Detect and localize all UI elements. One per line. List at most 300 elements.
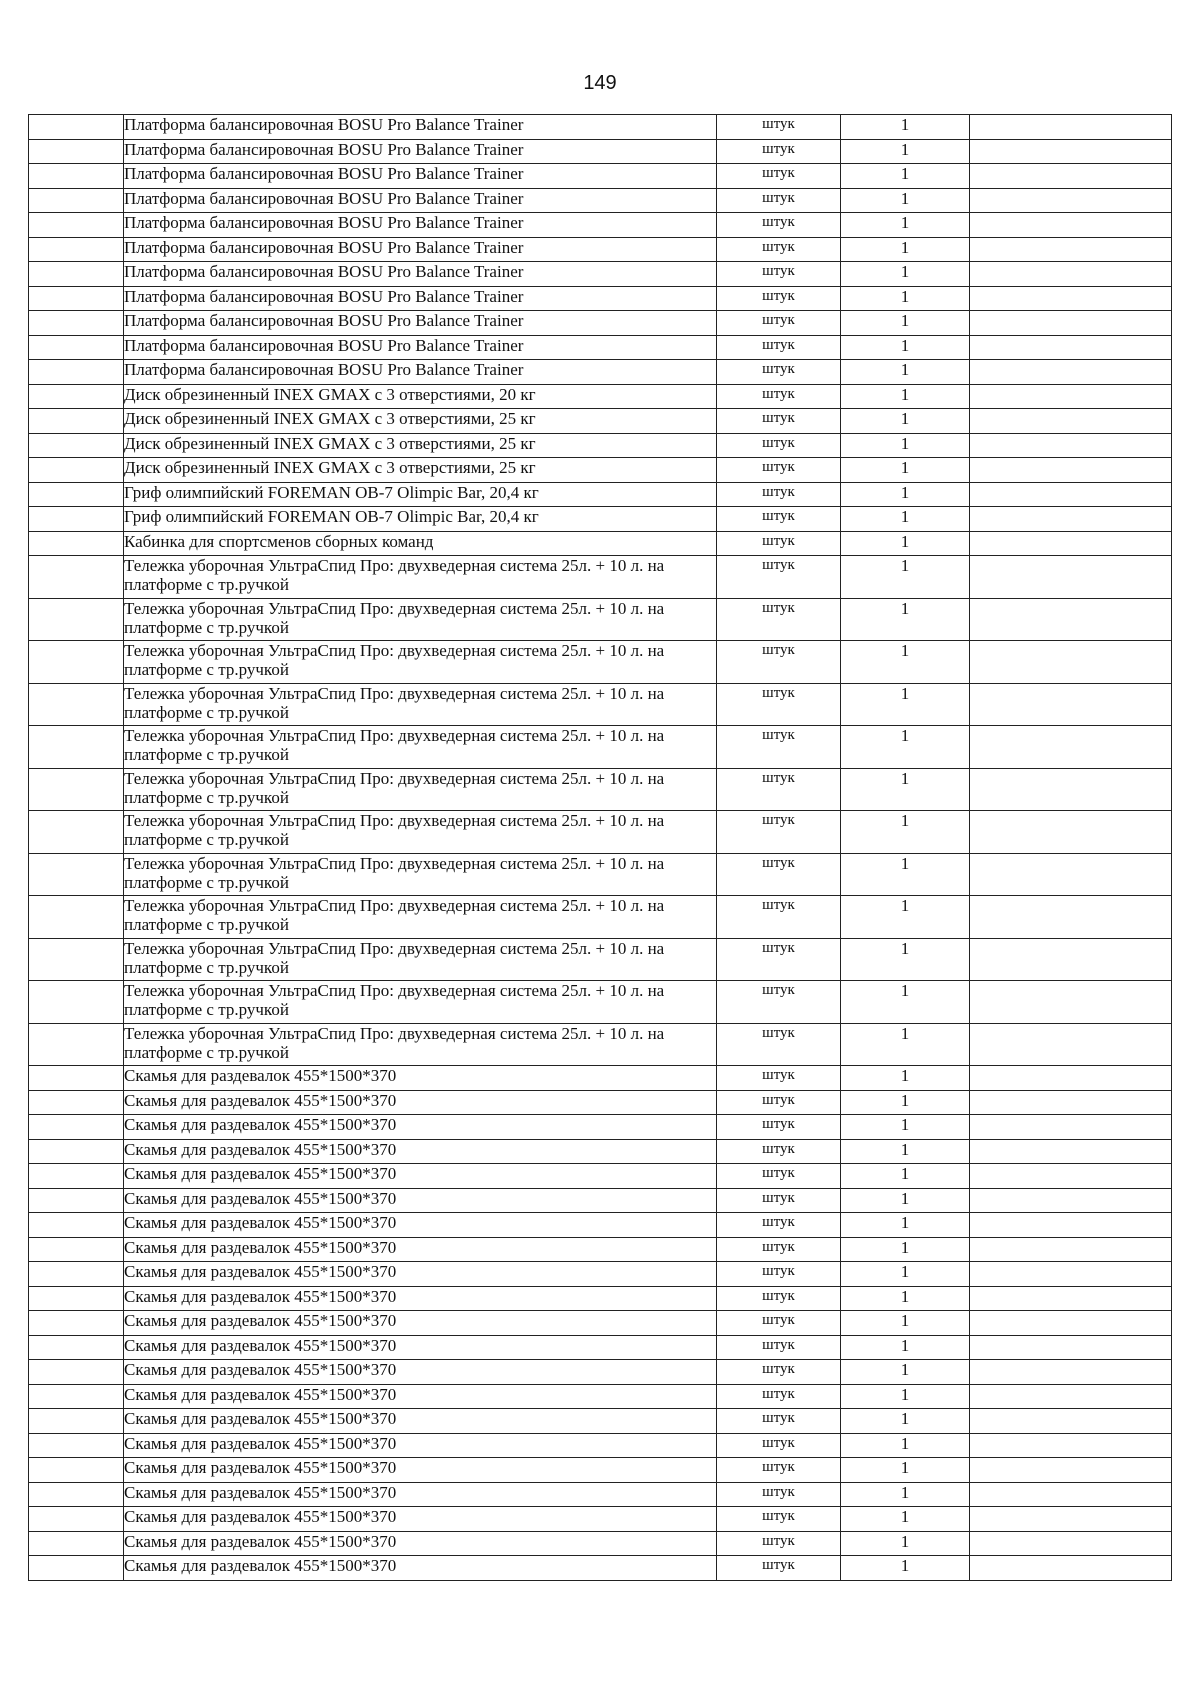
row-number-cell [29, 433, 124, 458]
item-name-cell: Тележка уборочная УльтраСпид Про: двухведерная система 25л. + 10 л. на платформе с тр.ручкой [124, 811, 717, 854]
quantity-cell: 1 [841, 1531, 970, 1556]
row-number-cell [29, 237, 124, 262]
table-row [29, 1458, 1172, 1483]
item-name-cell: Тележка уборочная УльтраСпид Про: двухведерная система 25л. + 10 л. на платформе с тр.ручкой [124, 938, 717, 981]
table-row [29, 598, 1172, 641]
table-row [29, 458, 1172, 483]
table-row [29, 726, 1172, 769]
unit-cell: штук [717, 896, 841, 939]
unit-cell: штук [717, 360, 841, 385]
note-cell [970, 1066, 1172, 1091]
unit-cell: штук [717, 1458, 841, 1483]
row-number-cell [29, 598, 124, 641]
row-number-cell [29, 188, 124, 213]
table-row [29, 1213, 1172, 1238]
row-number-cell [29, 768, 124, 811]
unit-cell: штук [717, 531, 841, 556]
quantity-cell: 1 [841, 1090, 970, 1115]
row-number-cell [29, 1139, 124, 1164]
quantity-cell: 1 [841, 1066, 970, 1091]
item-name-cell: Диск обрезиненный INEX GMAX с 3 отверстиями, 25 кг [124, 433, 717, 458]
unit-cell: штук [717, 335, 841, 360]
unit-cell: штук [717, 262, 841, 287]
item-name-cell: Платформа балансировочная BOSU Pro Balance Trainer [124, 139, 717, 164]
unit-cell: штук [717, 1139, 841, 1164]
table-row [29, 433, 1172, 458]
quantity-cell: 1 [841, 458, 970, 483]
note-cell [970, 262, 1172, 287]
note-cell [970, 164, 1172, 189]
quantity-cell: 1 [841, 641, 970, 684]
table-row [29, 384, 1172, 409]
row-number-cell [29, 262, 124, 287]
item-name-cell: Гриф олимпийский FOREMAN OB-7 Olimpic Bar, 20,4 кг [124, 507, 717, 532]
table-row [29, 981, 1172, 1024]
unit-cell: штук [717, 1556, 841, 1581]
row-number-cell [29, 115, 124, 140]
row-number-cell [29, 384, 124, 409]
quantity-cell: 1 [841, 1433, 970, 1458]
unit-cell: штук [717, 1023, 841, 1066]
item-name-cell: Тележка уборочная УльтраСпид Про: двухведерная система 25л. + 10 л. на платформе с тр.ручкой [124, 641, 717, 684]
note-cell [970, 1139, 1172, 1164]
unit-cell: штук [717, 164, 841, 189]
note-cell [970, 531, 1172, 556]
unit-cell: штук [717, 641, 841, 684]
quantity-cell: 1 [841, 507, 970, 532]
quantity-cell: 1 [841, 896, 970, 939]
equipment-table [28, 114, 1172, 1581]
item-name-cell: Скамья для раздевалок 455*1500*370 [124, 1213, 717, 1238]
note-cell [970, 1237, 1172, 1262]
row-number-cell [29, 1507, 124, 1532]
table-row [29, 286, 1172, 311]
table-row [29, 1482, 1172, 1507]
note-cell [970, 1409, 1172, 1434]
quantity-cell: 1 [841, 1139, 970, 1164]
quantity-cell: 1 [841, 768, 970, 811]
row-number-cell [29, 683, 124, 726]
note-cell [970, 641, 1172, 684]
unit-cell: штук [717, 1262, 841, 1287]
quantity-cell: 1 [841, 1286, 970, 1311]
unit-cell: штук [717, 1066, 841, 1091]
unit-cell: штук [717, 1213, 841, 1238]
row-number-cell [29, 507, 124, 532]
quantity-cell: 1 [841, 409, 970, 434]
quantity-cell: 1 [841, 1556, 970, 1581]
item-name-cell: Платформа балансировочная BOSU Pro Balance Trainer [124, 213, 717, 238]
item-name-cell: Скамья для раздевалок 455*1500*370 [124, 1360, 717, 1385]
table-body [29, 115, 1172, 1581]
quantity-cell: 1 [841, 433, 970, 458]
quantity-cell: 1 [841, 1213, 970, 1238]
note-cell [970, 237, 1172, 262]
item-name-cell: Скамья для раздевалок 455*1500*370 [124, 1188, 717, 1213]
row-number-cell [29, 1409, 124, 1434]
item-name-cell: Платформа балансировочная BOSU Pro Balance Trainer [124, 286, 717, 311]
item-name-cell: Скамья для раздевалок 455*1500*370 [124, 1164, 717, 1189]
quantity-cell: 1 [841, 1409, 970, 1434]
row-number-cell [29, 482, 124, 507]
table-row [29, 1188, 1172, 1213]
unit-cell: штук [717, 1090, 841, 1115]
note-cell [970, 213, 1172, 238]
row-number-cell [29, 458, 124, 483]
row-number-cell [29, 1311, 124, 1336]
note-cell [970, 683, 1172, 726]
unit-cell: штук [717, 188, 841, 213]
note-cell [970, 1311, 1172, 1336]
unit-cell: штук [717, 482, 841, 507]
unit-cell: штук [717, 981, 841, 1024]
note-cell [970, 286, 1172, 311]
table-row [29, 1090, 1172, 1115]
table-row [29, 164, 1172, 189]
table-row [29, 1164, 1172, 1189]
quantity-cell: 1 [841, 556, 970, 599]
row-number-cell [29, 139, 124, 164]
row-number-cell [29, 1164, 124, 1189]
row-number-cell [29, 1286, 124, 1311]
item-name-cell: Платформа балансировочная BOSU Pro Balance Trainer [124, 360, 717, 385]
item-name-cell: Тележка уборочная УльтраСпид Про: двухведерная система 25л. + 10 л. на платформе с тр.ручкой [124, 726, 717, 769]
quantity-cell: 1 [841, 811, 970, 854]
item-name-cell: Скамья для раздевалок 455*1500*370 [124, 1556, 717, 1581]
table-row [29, 1139, 1172, 1164]
unit-cell: штук [717, 853, 841, 896]
unit-cell: штук [717, 768, 841, 811]
quantity-cell: 1 [841, 188, 970, 213]
item-name-cell: Тележка уборочная УльтраСпид Про: двухведерная система 25л. + 10 л. на платформе с тр.ручкой [124, 598, 717, 641]
note-cell [970, 1384, 1172, 1409]
table-row [29, 683, 1172, 726]
note-cell [970, 811, 1172, 854]
row-number-cell [29, 1360, 124, 1385]
quantity-cell: 1 [841, 1262, 970, 1287]
item-name-cell: Кабинка для спортсменов сборных команд [124, 531, 717, 556]
note-cell [970, 1023, 1172, 1066]
item-name-cell: Тележка уборочная УльтраСпид Про: двухведерная система 25л. + 10 л. на платформе с тр.ручкой [124, 1023, 717, 1066]
note-cell [970, 1262, 1172, 1287]
row-number-cell [29, 360, 124, 385]
row-number-cell [29, 164, 124, 189]
row-number-cell [29, 311, 124, 336]
note-cell [970, 726, 1172, 769]
unit-cell: штук [717, 1286, 841, 1311]
unit-cell: штук [717, 409, 841, 434]
row-number-cell [29, 1262, 124, 1287]
quantity-cell: 1 [841, 853, 970, 896]
quantity-cell: 1 [841, 213, 970, 238]
unit-cell: штук [717, 1237, 841, 1262]
table-row [29, 262, 1172, 287]
table-row [29, 531, 1172, 556]
note-cell [970, 1090, 1172, 1115]
table-row [29, 811, 1172, 854]
quantity-cell: 1 [841, 1237, 970, 1262]
unit-cell: штук [717, 1507, 841, 1532]
note-cell [970, 1188, 1172, 1213]
row-number-cell [29, 1458, 124, 1483]
unit-cell: штук [717, 598, 841, 641]
unit-cell: штук [717, 237, 841, 262]
quantity-cell: 1 [841, 482, 970, 507]
note-cell [970, 598, 1172, 641]
row-number-cell [29, 1335, 124, 1360]
table-row [29, 1409, 1172, 1434]
table-row [29, 1311, 1172, 1336]
note-cell [970, 1531, 1172, 1556]
quantity-cell: 1 [841, 1188, 970, 1213]
unit-cell: штук [717, 1409, 841, 1434]
unit-cell: штук [717, 384, 841, 409]
table-row [29, 1384, 1172, 1409]
item-name-cell: Скамья для раздевалок 455*1500*370 [124, 1507, 717, 1532]
quantity-cell: 1 [841, 1507, 970, 1532]
unit-cell: штук [717, 507, 841, 532]
table-row [29, 1023, 1172, 1066]
row-number-cell [29, 1115, 124, 1140]
table-row [29, 360, 1172, 385]
unit-cell: штук [717, 311, 841, 336]
note-cell [970, 360, 1172, 385]
table-row [29, 482, 1172, 507]
quantity-cell: 1 [841, 237, 970, 262]
quantity-cell: 1 [841, 1335, 970, 1360]
row-number-cell [29, 1433, 124, 1458]
unit-cell: штук [717, 1188, 841, 1213]
table-row [29, 1335, 1172, 1360]
row-number-cell [29, 938, 124, 981]
note-cell [970, 1164, 1172, 1189]
quantity-cell: 1 [841, 164, 970, 189]
note-cell [970, 1360, 1172, 1385]
note-cell [970, 1286, 1172, 1311]
quantity-cell: 1 [841, 683, 970, 726]
note-cell [970, 938, 1172, 981]
quantity-cell: 1 [841, 262, 970, 287]
quantity-cell: 1 [841, 1458, 970, 1483]
item-name-cell: Скамья для раздевалок 455*1500*370 [124, 1531, 717, 1556]
table-row [29, 938, 1172, 981]
row-number-cell [29, 1237, 124, 1262]
item-name-cell: Тележка уборочная УльтраСпид Про: двухведерная система 25л. + 10 л. на платформе с тр.ручкой [124, 853, 717, 896]
quantity-cell: 1 [841, 335, 970, 360]
item-name-cell: Скамья для раздевалок 455*1500*370 [124, 1482, 717, 1507]
unit-cell: штук [717, 458, 841, 483]
item-name-cell: Скамья для раздевалок 455*1500*370 [124, 1066, 717, 1091]
item-name-cell: Скамья для раздевалок 455*1500*370 [124, 1335, 717, 1360]
table-row [29, 1433, 1172, 1458]
table-row [29, 507, 1172, 532]
note-cell [970, 853, 1172, 896]
item-name-cell: Скамья для раздевалок 455*1500*370 [124, 1262, 717, 1287]
note-cell [970, 507, 1172, 532]
note-cell [970, 1458, 1172, 1483]
unit-cell: штук [717, 1360, 841, 1385]
item-name-cell: Платформа балансировочная BOSU Pro Balance Trainer [124, 335, 717, 360]
row-number-cell [29, 726, 124, 769]
table-row [29, 1360, 1172, 1385]
quantity-cell: 1 [841, 286, 970, 311]
note-cell [970, 482, 1172, 507]
table-row [29, 1286, 1172, 1311]
unit-cell: штук [717, 1433, 841, 1458]
row-number-cell [29, 811, 124, 854]
quantity-cell: 1 [841, 311, 970, 336]
note-cell [970, 1433, 1172, 1458]
row-number-cell [29, 213, 124, 238]
unit-cell: штук [717, 1335, 841, 1360]
note-cell [970, 1507, 1172, 1532]
quantity-cell: 1 [841, 981, 970, 1024]
item-name-cell: Платформа балансировочная BOSU Pro Balance Trainer [124, 115, 717, 140]
row-number-cell [29, 1531, 124, 1556]
row-number-cell [29, 1213, 124, 1238]
item-name-cell: Платформа балансировочная BOSU Pro Balance Trainer [124, 262, 717, 287]
note-cell [970, 1556, 1172, 1581]
unit-cell: штук [717, 556, 841, 599]
row-number-cell [29, 531, 124, 556]
item-name-cell: Тележка уборочная УльтраСпид Про: двухведерная система 25л. + 10 л. на платформе с тр.ручкой [124, 768, 717, 811]
note-cell [970, 409, 1172, 434]
item-name-cell: Платформа балансировочная BOSU Pro Balance Trainer [124, 188, 717, 213]
item-name-cell: Платформа балансировочная BOSU Pro Balance Trainer [124, 311, 717, 336]
row-number-cell [29, 1090, 124, 1115]
unit-cell: штук [717, 726, 841, 769]
note-cell [970, 768, 1172, 811]
item-name-cell: Скамья для раздевалок 455*1500*370 [124, 1115, 717, 1140]
note-cell [970, 1482, 1172, 1507]
row-number-cell [29, 853, 124, 896]
note-cell [970, 139, 1172, 164]
table-row [29, 409, 1172, 434]
note-cell [970, 335, 1172, 360]
row-number-cell [29, 335, 124, 360]
row-number-cell [29, 286, 124, 311]
note-cell [970, 896, 1172, 939]
item-name-cell: Тележка уборочная УльтраСпид Про: двухведерная система 25л. + 10 л. на платформе с тр.ручкой [124, 556, 717, 599]
note-cell [970, 458, 1172, 483]
unit-cell: штук [717, 1164, 841, 1189]
table-row [29, 213, 1172, 238]
note-cell [970, 556, 1172, 599]
item-name-cell: Гриф олимпийский FOREMAN OB-7 Olimpic Bar, 20,4 кг [124, 482, 717, 507]
table-row [29, 1262, 1172, 1287]
row-number-cell [29, 641, 124, 684]
item-name-cell: Скамья для раздевалок 455*1500*370 [124, 1090, 717, 1115]
item-name-cell: Скамья для раздевалок 455*1500*370 [124, 1458, 717, 1483]
quantity-cell: 1 [841, 1164, 970, 1189]
row-number-cell [29, 981, 124, 1024]
quantity-cell: 1 [841, 1384, 970, 1409]
table-row [29, 896, 1172, 939]
item-name-cell: Скамья для раздевалок 455*1500*370 [124, 1433, 717, 1458]
note-cell [970, 115, 1172, 140]
item-name-cell: Диск обрезиненный INEX GMAX с 3 отверстиями, 20 кг [124, 384, 717, 409]
row-number-cell [29, 1066, 124, 1091]
item-name-cell: Платформа балансировочная BOSU Pro Balance Trainer [124, 237, 717, 262]
quantity-cell: 1 [841, 938, 970, 981]
table-row [29, 853, 1172, 896]
unit-cell: штук [717, 1531, 841, 1556]
quantity-cell: 1 [841, 1023, 970, 1066]
table-row [29, 188, 1172, 213]
item-name-cell: Скамья для раздевалок 455*1500*370 [124, 1384, 717, 1409]
item-name-cell: Тележка уборочная УльтраСпид Про: двухведерная система 25л. + 10 л. на платформе с тр.ручкой [124, 896, 717, 939]
item-name-cell: Тележка уборочная УльтраСпид Про: двухведерная система 25л. + 10 л. на платформе с тр.ручкой [124, 981, 717, 1024]
item-name-cell: Скамья для раздевалок 455*1500*370 [124, 1409, 717, 1434]
table-row [29, 335, 1172, 360]
unit-cell: штук [717, 1115, 841, 1140]
table-row [29, 1237, 1172, 1262]
table-row [29, 115, 1172, 140]
item-name-cell: Тележка уборочная УльтраСпид Про: двухведерная система 25л. + 10 л. на платформе с тр.ручкой [124, 683, 717, 726]
unit-cell: штук [717, 115, 841, 140]
unit-cell: штук [717, 213, 841, 238]
table-row [29, 1531, 1172, 1556]
unit-cell: штук [717, 433, 841, 458]
unit-cell: штук [717, 811, 841, 854]
item-name-cell: Скамья для раздевалок 455*1500*370 [124, 1237, 717, 1262]
quantity-cell: 1 [841, 1482, 970, 1507]
quantity-cell: 1 [841, 1311, 970, 1336]
note-cell [970, 1335, 1172, 1360]
row-number-cell [29, 1023, 124, 1066]
quantity-cell: 1 [841, 598, 970, 641]
unit-cell: штук [717, 1311, 841, 1336]
quantity-cell: 1 [841, 139, 970, 164]
quantity-cell: 1 [841, 115, 970, 140]
table-row [29, 311, 1172, 336]
table-row [29, 556, 1172, 599]
table-row [29, 1115, 1172, 1140]
unit-cell: штук [717, 938, 841, 981]
item-name-cell: Скамья для раздевалок 455*1500*370 [124, 1286, 717, 1311]
note-cell [970, 1213, 1172, 1238]
item-name-cell: Диск обрезиненный INEX GMAX с 3 отверстиями, 25 кг [124, 409, 717, 434]
row-number-cell [29, 1482, 124, 1507]
row-number-cell [29, 1384, 124, 1409]
row-number-cell [29, 556, 124, 599]
note-cell [970, 433, 1172, 458]
row-number-cell [29, 409, 124, 434]
table-row [29, 1556, 1172, 1581]
item-name-cell: Скамья для раздевалок 455*1500*370 [124, 1311, 717, 1336]
quantity-cell: 1 [841, 531, 970, 556]
table-row [29, 1507, 1172, 1532]
unit-cell: штук [717, 1384, 841, 1409]
unit-cell: штук [717, 683, 841, 726]
note-cell [970, 981, 1172, 1024]
row-number-cell [29, 1556, 124, 1581]
table-row [29, 139, 1172, 164]
table-row [29, 1066, 1172, 1091]
note-cell [970, 311, 1172, 336]
row-number-cell [29, 1188, 124, 1213]
table-row [29, 768, 1172, 811]
page-number: 149 [583, 72, 617, 94]
note-cell [970, 384, 1172, 409]
table-row [29, 237, 1172, 262]
note-cell [970, 188, 1172, 213]
item-name-cell: Платформа балансировочная BOSU Pro Balance Trainer [124, 164, 717, 189]
unit-cell: штук [717, 1482, 841, 1507]
table-row [29, 641, 1172, 684]
row-number-cell [29, 896, 124, 939]
item-name-cell: Скамья для раздевалок 455*1500*370 [124, 1139, 717, 1164]
